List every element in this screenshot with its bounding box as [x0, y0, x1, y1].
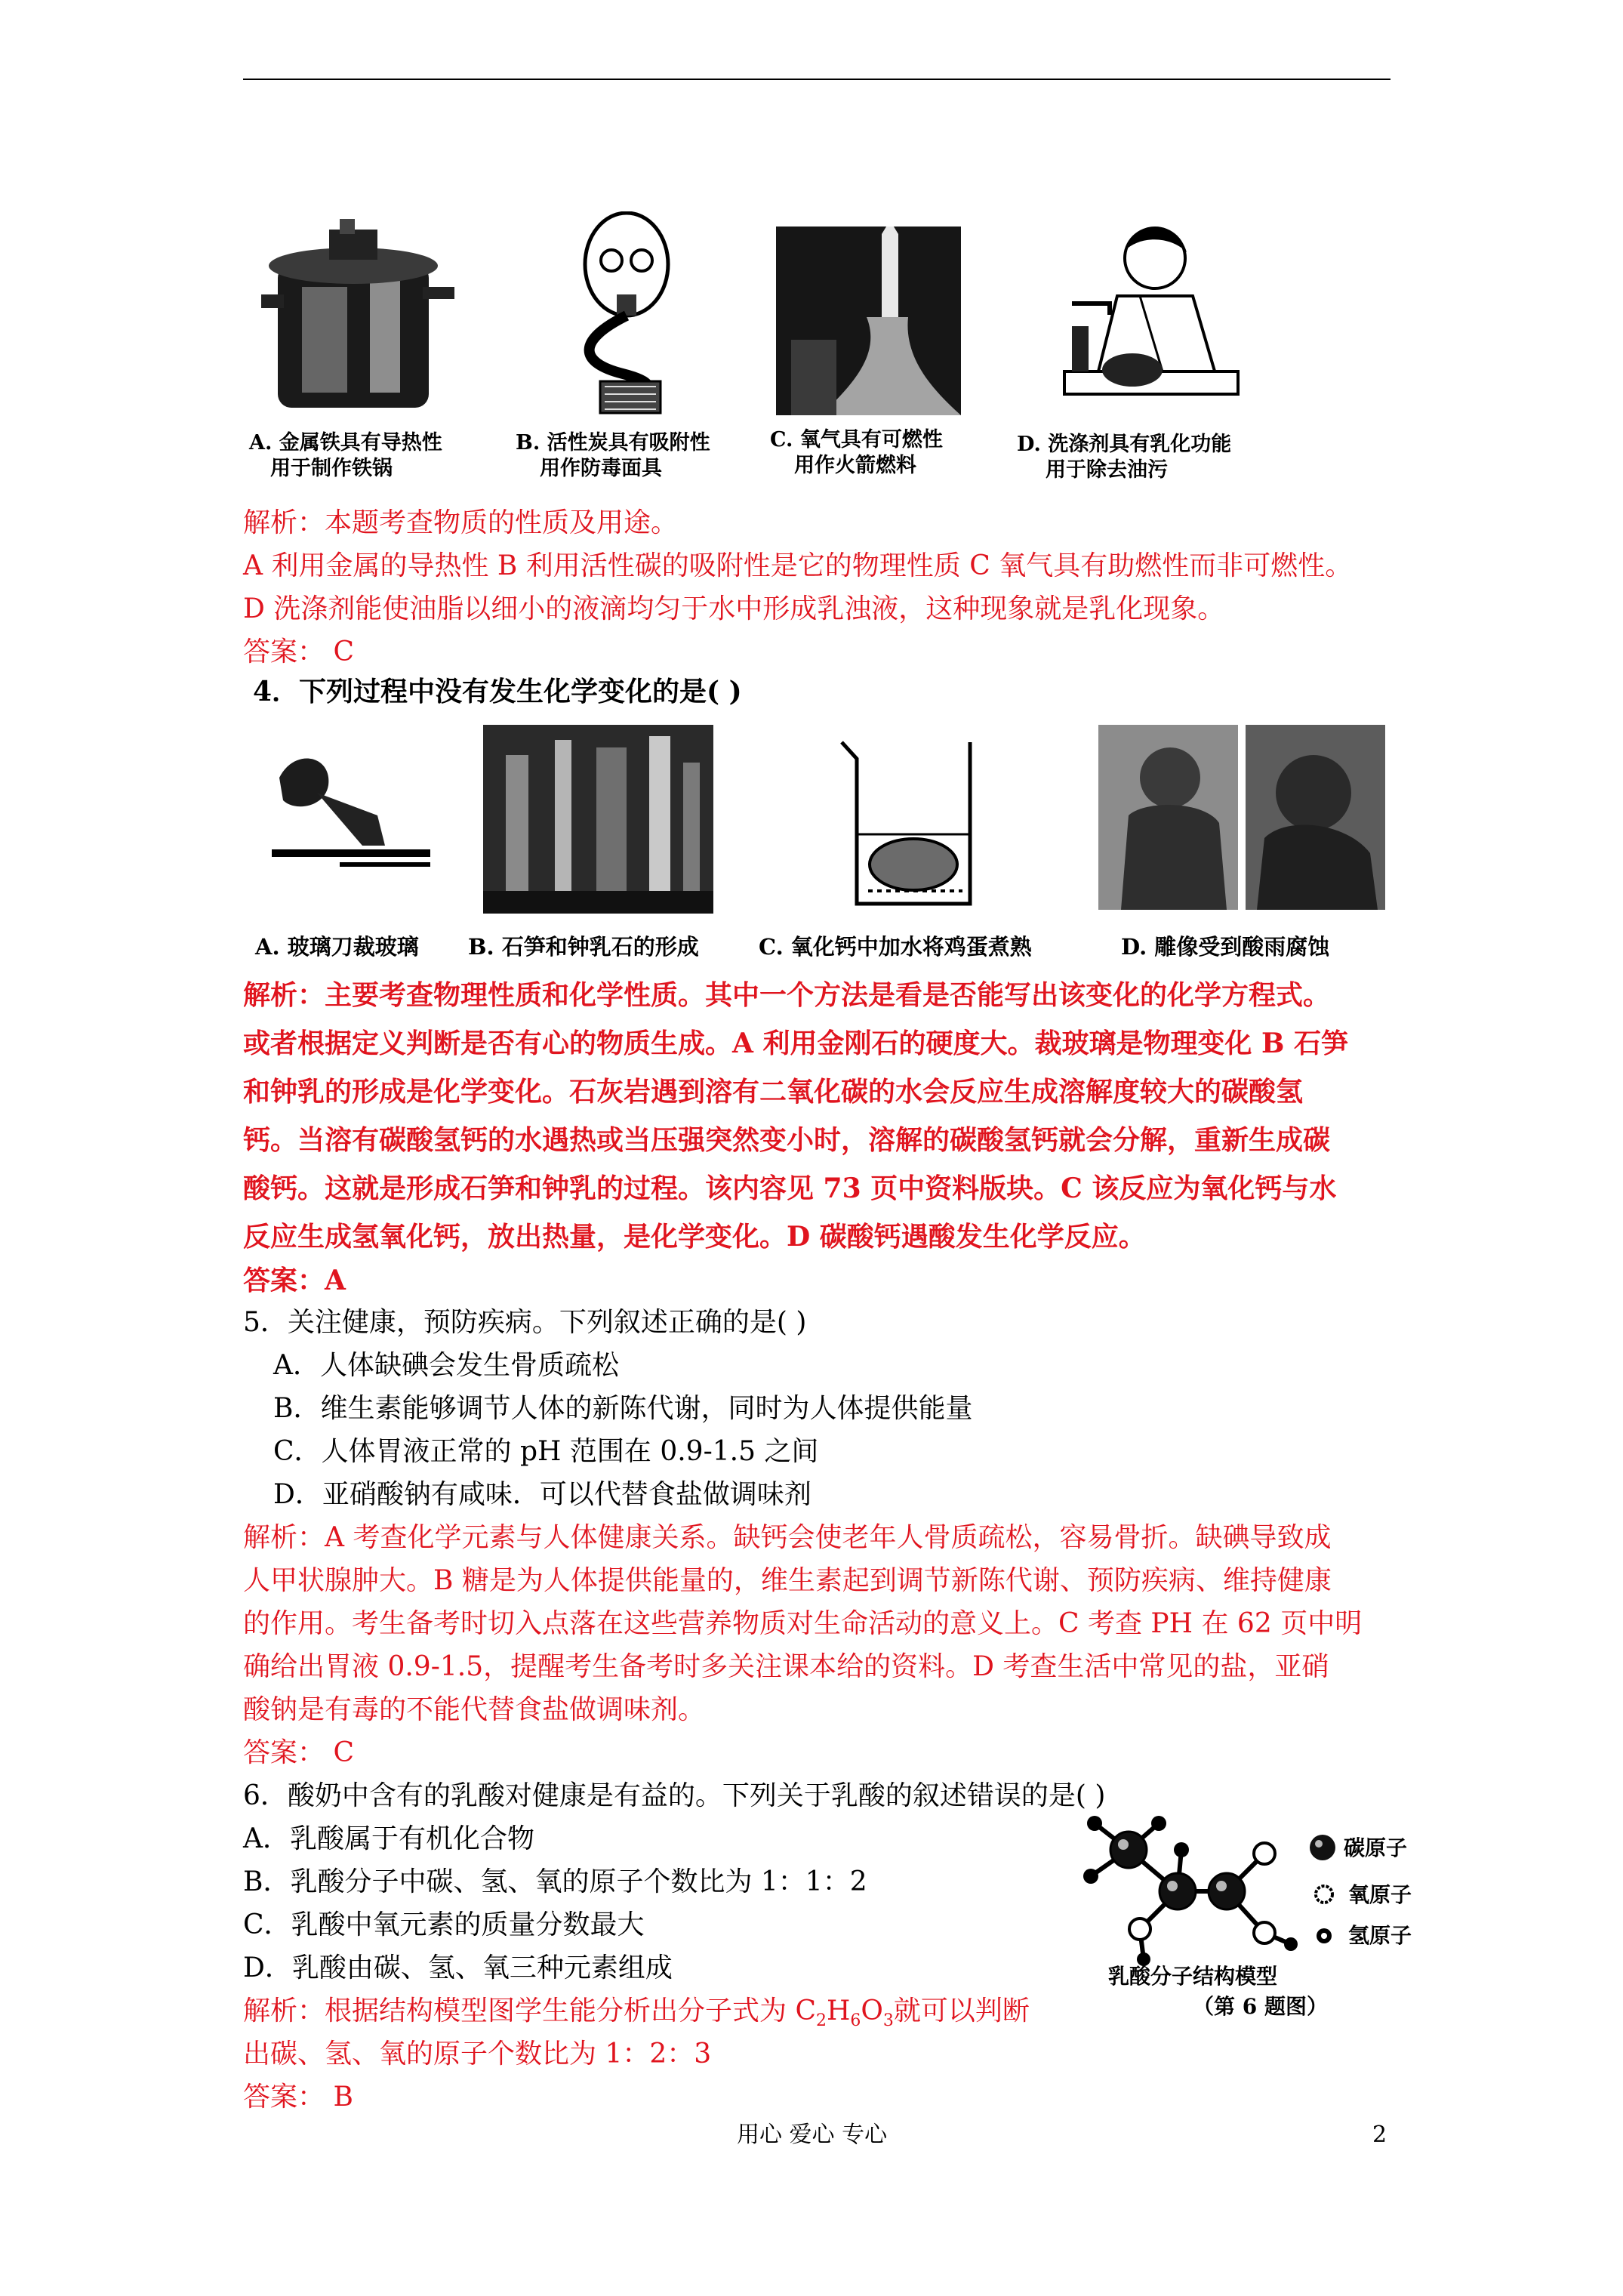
q5-option-d: D．亚硝酸钠有咸味．可以代替食盐做调味剂	[273, 1479, 812, 1510]
beaker-egg-image	[834, 736, 985, 914]
q4-analysis-line: 解析：主要考查物理性质和化学性质。其中一个方法是看是否能写出该变化的化学方程式。	[243, 979, 1331, 1011]
q5-analysis-line: 酸钠是有毒的不能代替食盐做调味剂。	[243, 1694, 706, 1725]
stalactite-cave-image	[483, 725, 713, 914]
legend-carbon-label: 碳原子	[1344, 1835, 1408, 1860]
q4-caption-a: A. 玻璃刀裁玻璃	[255, 934, 419, 960]
q4-caption-c: C. 氧化钙中加水将鸡蛋煮熟	[759, 934, 1032, 960]
hydrogen-atom-icon	[1315, 1927, 1333, 1945]
q3-analysis-line: D 洗涤剂能使油脂以细小的液滴均匀于水中形成乳浊液，这种现象就是乳化现象。	[243, 593, 1225, 624]
q6-question: 6．酸奶中含有的乳酸对健康是有益的。下列关于乳酸的叙述错误的是( )	[243, 1780, 1106, 1811]
oxygen-atom-icon	[1313, 1884, 1335, 1905]
q6-analysis-line: 出碳、氢、氧的原子个数比为 1：2：3	[243, 2039, 712, 2069]
figure-caption-d: D. 洗涤剂具有乳化功能 用于除去油污	[1017, 433, 1232, 482]
q5-question: 5．关注健康，预防疾病。下列叙述正确的是( )	[243, 1307, 807, 1338]
q6-analysis-line: 解析：根据结构模型图学生能分析出分子式为 $C_2H_6O_3$就可以判断	[243, 1996, 1030, 2031]
q4-analysis-line: 和钟乳的形成是化学变化。石灰岩遇到溶有二氧化碳的水会反应生成溶解度较大的碳酸氢	[243, 1076, 1304, 1108]
figure-title: 乳酸分子结构模型	[1108, 1964, 1278, 1989]
q5-analysis-line: 确给出胃液 0.9-1.5，提醒考生备考时多关注课本给的资料。D 考查生活中常见的盐，亚硝	[243, 1651, 1329, 1682]
q4-analysis-line: 反应生成氢氧化钙，放出热量，是化学变化。D 碳酸钙遇酸发生化学反应。	[243, 1221, 1146, 1253]
legend-oxygen-label: 氧原子	[1348, 1882, 1412, 1907]
glass-cutter-image	[264, 747, 438, 868]
q5-option-b: B．维生素能够调节人体的新陈代谢，同时为人体提供能量	[273, 1393, 973, 1424]
q5-analysis-line: 人甲状腺肿大。B 糖是为人体提供能量的，维生素起到调节新陈代谢、预防疾病、维持健康	[243, 1565, 1332, 1596]
rocket-launch-image	[776, 227, 961, 415]
q4-analysis-line: 酸钙。这就是形成石笋和钟乳的过程。该内容见 73 页中资料版块。C 该反应为氧化钙与水	[243, 1173, 1337, 1204]
q4-analysis-line: 或者根据定义判断是否有心的物质生成。A 利用金刚石的硬度大。裁玻璃是物理变化 B 石笋	[243, 1028, 1348, 1059]
q3-analysis-intro: 解析：本题考查物质的性质及用途。	[243, 507, 679, 538]
q4-question: 4．下列过程中没有发生化学变化的是( )	[253, 676, 742, 707]
q4-answer: 答案：A	[243, 1265, 346, 1296]
pressure-cooker-image	[257, 219, 460, 423]
q5-option-c: C．人体胃液正常的 pH 范围在 0.9-1.5 之间	[273, 1436, 819, 1467]
carbon-atom-icon	[1307, 1832, 1338, 1863]
corroded-statue-image	[1098, 725, 1385, 910]
q3-analysis-line: A 利用金属的导热性 B 利用活性碳的吸附性是它的物理性质 C 氧气具有助燃性而非可燃性。	[243, 550, 1353, 581]
q3-answer: 答案： C	[243, 636, 354, 667]
q6-option-d: D．乳酸由碳、氢、氧三种元素组成	[243, 1952, 673, 1983]
figure-caption-b: B. 活性炭具有吸附性 用作防毒面具	[516, 431, 710, 480]
q4-analysis-line: 钙。当溶有碳酸氢钙的水遇热或当压强突然变小时，溶解的碳酸氢钙就会分解，重新生成碳	[243, 1124, 1331, 1156]
figure-caption-a: A. 金属铁具有导热性 用于制作铁锅	[249, 431, 442, 480]
q6-option-b: B．乳酸分子中碳、氢、氧的原子个数比为 1：1：2	[243, 1866, 867, 1897]
header-rule	[243, 79, 1390, 80]
q6-option-c: C．乳酸中氧元素的质量分数最大	[243, 1909, 645, 1940]
footer-slogan: 用心 爱心 专心	[737, 2122, 888, 2148]
lactic-acid-model-image	[1076, 1808, 1302, 1967]
figure-caption-c: C. 氧气具有可燃性 用作火箭燃料	[770, 428, 943, 477]
q6-option-a: A．乳酸属于有机化合物	[243, 1823, 534, 1854]
figure-subtitle: （第 6 题图）	[1193, 1994, 1328, 2019]
legend-hydrogen-label: 氢原子	[1348, 1923, 1412, 1948]
q5-analysis-line: 的作用。考生备考时切入点落在这些营养物质对生命活动的意义上。C 考查 PH 在 62 页中明	[243, 1608, 1363, 1639]
gas-mask-image	[555, 211, 698, 415]
q5-analysis-line: 解析：A 考查化学元素与人体健康关系。缺钙会使老年人骨质疏松，容易骨折。缺碘导致成	[243, 1522, 1332, 1553]
q6-answer: 答案： B	[243, 2082, 353, 2113]
dish-washing-image	[1049, 220, 1246, 409]
q4-caption-b: B. 石笋和钟乳石的形成	[468, 934, 699, 960]
q5-option-a: A．人体缺碘会发生骨质疏松	[273, 1350, 619, 1381]
page-number: 2	[1372, 2122, 1387, 2148]
q5-answer: 答案： C	[243, 1737, 354, 1768]
q4-caption-d: D. 雕像受到酸雨腐蚀	[1121, 934, 1330, 960]
